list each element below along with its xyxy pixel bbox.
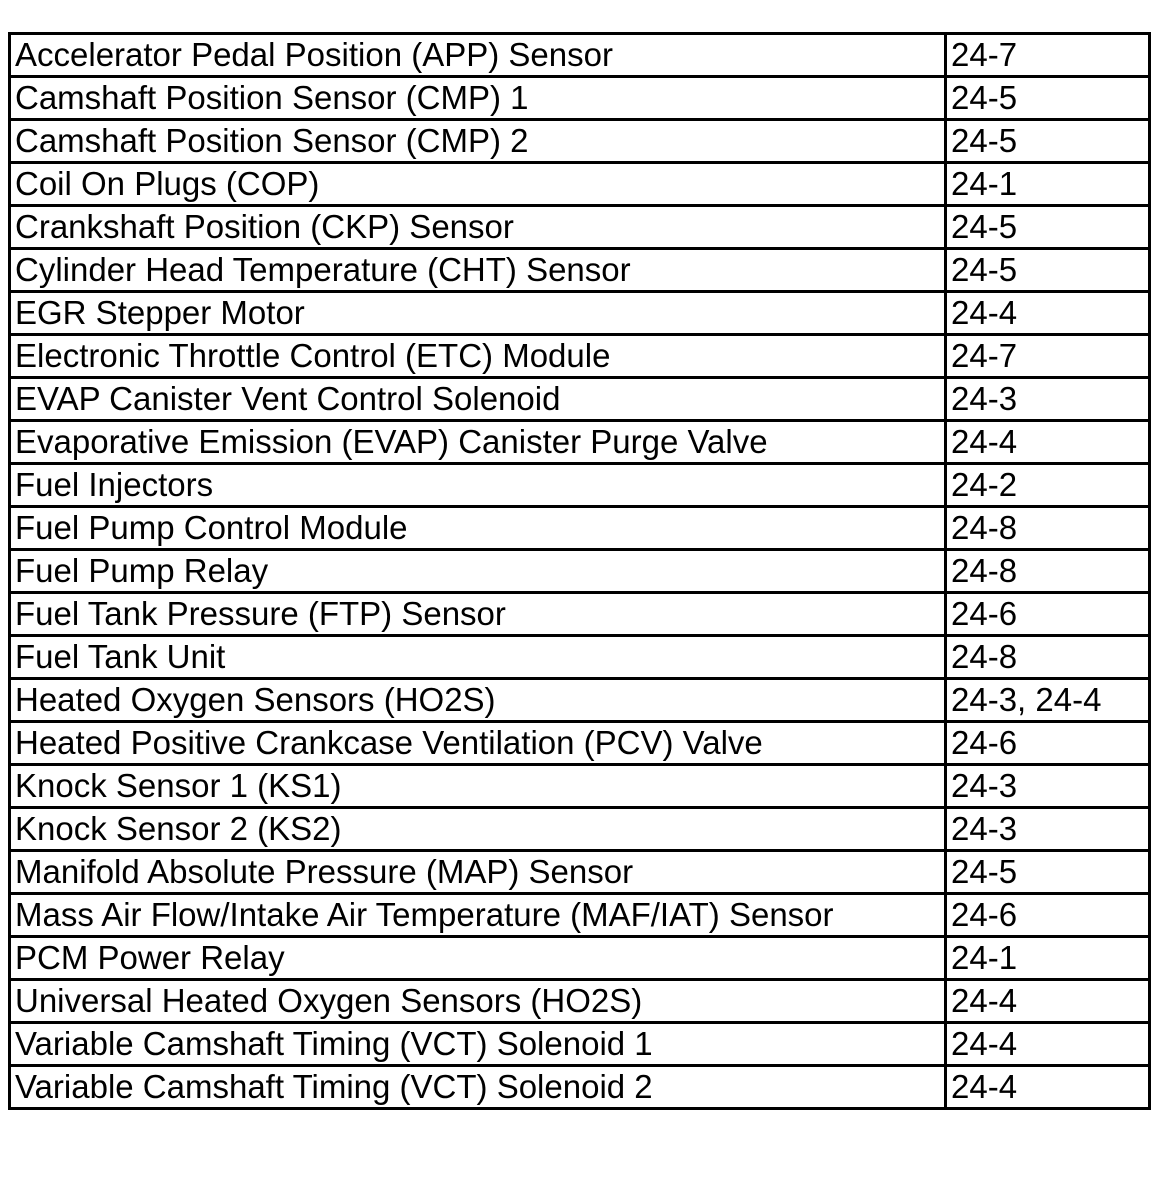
page-reference-cell: 24-5: [946, 206, 1150, 249]
page-reference-cell: 24-8: [946, 550, 1150, 593]
page-reference-cell: 24-4: [946, 421, 1150, 464]
table-row: [10, 851, 1150, 894]
table-row: [10, 421, 1150, 464]
page-reference-cell: 24-5: [946, 851, 1150, 894]
page-reference-cell: 24-5: [946, 249, 1150, 292]
component-name-cell: Fuel Tank Unit: [10, 636, 946, 679]
page-reference-cell: 24-4: [946, 980, 1150, 1023]
component-name-cell: Variable Camshaft Timing (VCT) Solenoid 1: [10, 1023, 946, 1066]
table-row: [10, 378, 1150, 421]
component-location-table: [8, 32, 1151, 1110]
component-name-cell: Accelerator Pedal Position (APP) Sensor: [10, 34, 946, 77]
component-name-cell: Cylinder Head Temperature (CHT) Sensor: [10, 249, 946, 292]
component-name-cell: Heated Positive Crankcase Ventilation (PCV) Valve: [10, 722, 946, 765]
table-row: [10, 593, 1150, 636]
component-name-cell: Heated Oxygen Sensors (HO2S): [10, 679, 946, 722]
component-name-cell: EGR Stepper Motor: [10, 292, 946, 335]
page-reference-cell: 24-7: [946, 34, 1150, 77]
component-name-cell: Camshaft Position Sensor (CMP) 1: [10, 77, 946, 120]
component-name-cell: Camshaft Position Sensor (CMP) 2: [10, 120, 946, 163]
component-name-cell: Universal Heated Oxygen Sensors (HO2S): [10, 980, 946, 1023]
page-reference-cell: 24-7: [946, 335, 1150, 378]
component-name-cell: Evaporative Emission (EVAP) Canister Purge Valve: [10, 421, 946, 464]
page-reference-cell: 24-8: [946, 636, 1150, 679]
table-row: [10, 206, 1150, 249]
page-reference-cell: 24-3: [946, 808, 1150, 851]
page-reference-cell: 24-3: [946, 378, 1150, 421]
table-row: [10, 980, 1150, 1023]
table-row: [10, 292, 1150, 335]
page-reference-cell: 24-3: [946, 765, 1150, 808]
page-reference-cell: 24-5: [946, 77, 1150, 120]
component-name-cell: Mass Air Flow/Intake Air Temperature (MAF/IAT) Sensor: [10, 894, 946, 937]
page-reference-cell: 24-8: [946, 507, 1150, 550]
table-row: [10, 77, 1150, 120]
page-reference-cell: 24-1: [946, 163, 1150, 206]
table-row: [10, 679, 1150, 722]
page-reference-cell: 24-5: [946, 120, 1150, 163]
page-reference-cell: 24-2: [946, 464, 1150, 507]
page-reference-cell: 24-1: [946, 937, 1150, 980]
page-reference-cell: 24-6: [946, 722, 1150, 765]
component-name-cell: Knock Sensor 2 (KS2): [10, 808, 946, 851]
table-row: [10, 249, 1150, 292]
table-body: [10, 34, 1150, 1109]
table-row: [10, 34, 1150, 77]
table-row: [10, 550, 1150, 593]
page-reference-cell: 24-6: [946, 894, 1150, 937]
table-row: [10, 808, 1150, 851]
table-row: [10, 335, 1150, 378]
page-reference-cell: 24-6: [946, 593, 1150, 636]
component-name-cell: Electronic Throttle Control (ETC) Module: [10, 335, 946, 378]
page-reference-cell: 24-4: [946, 292, 1150, 335]
table-row: [10, 507, 1150, 550]
page-reference-cell: 24-4: [946, 1066, 1150, 1109]
component-name-cell: Fuel Pump Relay: [10, 550, 946, 593]
component-name-cell: Variable Camshaft Timing (VCT) Solenoid 2: [10, 1066, 946, 1109]
table-row: [10, 636, 1150, 679]
component-name-cell: Manifold Absolute Pressure (MAP) Sensor: [10, 851, 946, 894]
page-reference-cell: 24-4: [946, 1023, 1150, 1066]
table-row: [10, 1066, 1150, 1109]
table-row: [10, 937, 1150, 980]
component-name-cell: EVAP Canister Vent Control Solenoid: [10, 378, 946, 421]
page-reference-cell: 24-3, 24-4: [946, 679, 1150, 722]
table-row: [10, 1023, 1150, 1066]
component-location-table-container: [8, 32, 1145, 1110]
component-name-cell: Fuel Pump Control Module: [10, 507, 946, 550]
table-row: [10, 765, 1150, 808]
component-name-cell: Fuel Tank Pressure (FTP) Sensor: [10, 593, 946, 636]
table-row: [10, 722, 1150, 765]
table-row: [10, 120, 1150, 163]
component-name-cell: Coil On Plugs (COP): [10, 163, 946, 206]
component-name-cell: Knock Sensor 1 (KS1): [10, 765, 946, 808]
component-name-cell: PCM Power Relay: [10, 937, 946, 980]
component-name-cell: Fuel Injectors: [10, 464, 946, 507]
table-row: [10, 894, 1150, 937]
table-row: [10, 464, 1150, 507]
component-name-cell: Crankshaft Position (CKP) Sensor: [10, 206, 946, 249]
table-row: [10, 163, 1150, 206]
